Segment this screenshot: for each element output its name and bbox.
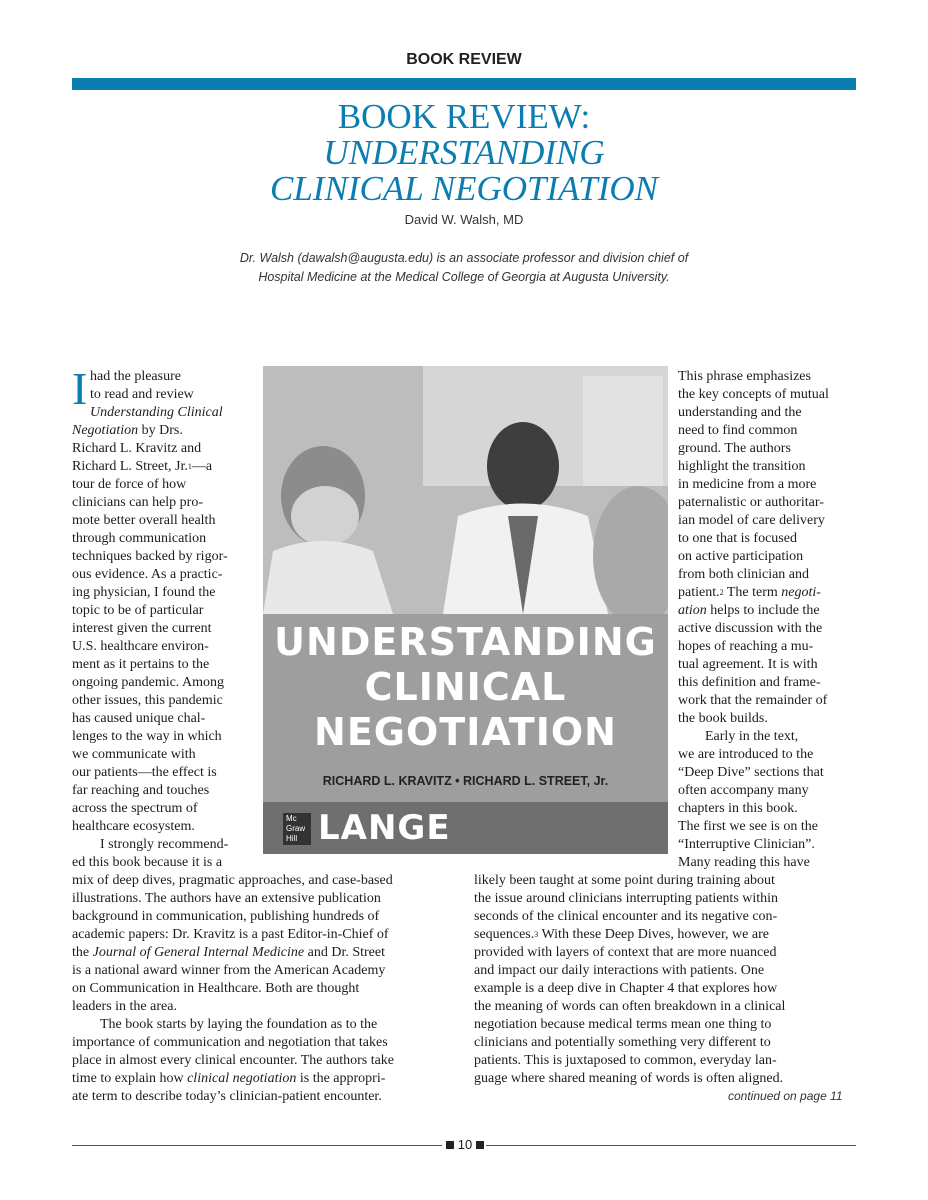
left-line: Negotiation by Drs. bbox=[72, 423, 183, 438]
left-line: techniques backed by rigor- bbox=[72, 549, 228, 564]
left-line: leaders in the area. bbox=[72, 999, 177, 1014]
right-line: understanding and the bbox=[678, 405, 802, 420]
cover-photo bbox=[263, 366, 668, 614]
left-line: across the spectrum of bbox=[72, 801, 198, 816]
right-line: likely been taught at some point during training about bbox=[474, 873, 775, 888]
cover-title-line-2: CLINICAL bbox=[364, 665, 567, 709]
left-line: clinicians can help pro- bbox=[72, 495, 204, 510]
right-line: active discussion with the bbox=[678, 621, 823, 636]
right-line: need to find common bbox=[678, 423, 798, 438]
right-line: sequences.$^3$ With these Deep Dives, however, we are bbox=[474, 927, 769, 942]
right-line: seconds of the clinical encounter and its negative con- bbox=[474, 909, 778, 924]
article-title-line-1: BOOK REVIEW: bbox=[337, 97, 591, 136]
footer-rule-left bbox=[72, 1145, 442, 1146]
right-line: guage where shared meaning of words is often aligned. bbox=[474, 1071, 784, 1086]
right-line: highlight the transition bbox=[678, 459, 806, 474]
right-line: ation helps to include the bbox=[678, 603, 820, 618]
right-line: Many reading this have bbox=[678, 855, 810, 870]
right-line: provided with layers of context that are more nuanced bbox=[474, 945, 777, 960]
left-line: lenges to the way in which bbox=[72, 729, 222, 744]
left-line: has caused unique chal- bbox=[72, 711, 206, 726]
left-line: time to explain how clinical negotiation is the appropri- bbox=[72, 1071, 386, 1086]
author-byline: David W. Walsh, MD bbox=[404, 212, 524, 227]
left-line: U.S. healthcare environ- bbox=[72, 639, 209, 654]
left-line: background in communication, publishing hundreds of bbox=[72, 909, 380, 924]
left-line: academic papers: Dr. Kravitz is a past Editor-in-Chief of bbox=[72, 927, 389, 942]
left-line: topic to be of particular bbox=[72, 603, 204, 618]
right-line: tual agreement. It is with bbox=[678, 657, 818, 672]
right-line: patient.$^2$ The term negoti- bbox=[678, 585, 821, 600]
left-line: The book starts by laying the foundation as to the bbox=[100, 1017, 378, 1032]
right-line: the issue around clinicians interrupting patients within bbox=[474, 891, 779, 906]
right-line: clinicians and potentially something very different to bbox=[474, 1035, 771, 1050]
left-line: I strongly recommend- bbox=[100, 837, 229, 852]
right-line: and impact our daily interactions with patients. One bbox=[474, 963, 765, 978]
left-line: ed this book because it is a bbox=[72, 855, 223, 870]
left-line: Richard L. Street, Jr.$^1$—a bbox=[72, 459, 213, 474]
author-affiliation-line-1: Dr. Walsh (dawalsh@augusta.edu) is an associate professor and division chief of bbox=[239, 251, 689, 265]
left-line: we communicate with bbox=[72, 747, 196, 762]
left-line: mix of deep dives, pragmatic approaches, and case-based bbox=[72, 873, 393, 888]
right-line: The first we see is on the bbox=[678, 819, 818, 834]
left-line: healthcare ecosystem. bbox=[72, 819, 195, 834]
left-line: tour de force of how bbox=[72, 477, 187, 492]
right-line: the meaning of words can often breakdown in a clinical bbox=[474, 999, 786, 1014]
left-line: place in almost every clinical encounter. The authors take bbox=[72, 1053, 395, 1068]
left-line: mote better overall health bbox=[72, 513, 216, 528]
right-line: chapters in this book. bbox=[678, 801, 798, 816]
right-line: we are introduced to the bbox=[678, 747, 814, 762]
right-line: the key concepts of mutual bbox=[678, 387, 829, 402]
cover-authors: RICHARD L. KRAVITZ • RICHARD L. STREET, Jr. bbox=[322, 774, 609, 788]
right-line: on active participation bbox=[678, 549, 804, 564]
right-line: often accompany many bbox=[678, 783, 809, 798]
left-line: had the pleasure bbox=[90, 369, 181, 384]
right-line: Early in the text, bbox=[705, 729, 799, 744]
right-line: ian model of care delivery bbox=[678, 513, 825, 528]
right-line: from both clinician and bbox=[678, 567, 810, 582]
cover-title-line-3: NEGOTIATION bbox=[314, 710, 617, 754]
right-line: example is a deep dive in Chapter 4 that explores how bbox=[474, 981, 778, 996]
right-line: patients. This is juxtaposed to common, everyday lan- bbox=[474, 1053, 777, 1068]
left-line: ous evidence. As a practic- bbox=[72, 567, 223, 582]
left-line: is a national award winner from the American Academy bbox=[72, 963, 386, 978]
footer-rule-right bbox=[486, 1145, 856, 1146]
left-line: importance of communication and negotiation that takes bbox=[72, 1035, 388, 1050]
section-label: BOOK REVIEW bbox=[406, 51, 522, 68]
cover-photo-illustration bbox=[263, 366, 668, 614]
right-line: to one that is focused bbox=[678, 531, 797, 546]
left-line: through communication bbox=[72, 531, 207, 546]
right-line: negotiation because medical terms mean one thing to bbox=[474, 1017, 772, 1032]
left-line: Richard L. Kravitz and bbox=[72, 441, 202, 456]
left-line: ing physician, I found the bbox=[72, 585, 216, 600]
drop-cap: I bbox=[72, 363, 88, 414]
right-line: hopes of reaching a mu- bbox=[678, 639, 814, 654]
right-line: This phrase emphasizes bbox=[678, 369, 811, 384]
book-cover-image bbox=[263, 366, 668, 854]
continued-note[interactable]: continued on page 11 bbox=[728, 1089, 843, 1103]
right-line: in medicine from a more bbox=[678, 477, 817, 492]
left-line: ment as it pertains to the bbox=[72, 657, 210, 672]
right-line: this definition and frame- bbox=[678, 675, 821, 690]
right-line: “Interruptive Clinician”. bbox=[678, 837, 815, 852]
left-line: the Journal of General Internal Medicine and Dr. Street bbox=[72, 945, 385, 960]
footer-square-left bbox=[446, 1141, 454, 1149]
header-rule bbox=[72, 78, 856, 90]
article-title-line-3: CLINICAL NEGOTIATION bbox=[270, 169, 658, 208]
left-line: to read and review bbox=[90, 387, 194, 402]
left-line: other issues, this pandemic bbox=[72, 693, 223, 708]
page-number: 10 bbox=[457, 1137, 473, 1152]
author-affiliation-line-2: Hospital Medicine at the Medical College of Georgia at Augusta University. bbox=[258, 270, 670, 284]
left-line: our patients—the effect is bbox=[72, 765, 217, 780]
right-line: paternalistic or authoritar- bbox=[678, 495, 824, 510]
right-line: ground. The authors bbox=[678, 441, 791, 456]
lange-logo: LANGE bbox=[318, 808, 451, 848]
right-line: the book builds. bbox=[678, 711, 768, 726]
footer-square-right bbox=[476, 1141, 484, 1149]
left-line: ate term to describe today’s clinician-patient encounter. bbox=[72, 1089, 382, 1104]
publisher-logo: Mc Graw Hill bbox=[283, 813, 311, 845]
left-line: Understanding Clinical bbox=[90, 405, 223, 420]
left-line: far reaching and touches bbox=[72, 783, 210, 798]
left-line: on Communication in Healthcare. Both are thought bbox=[72, 981, 360, 996]
left-line: illustrations. The authors have an extensive publication bbox=[72, 891, 381, 906]
left-line: interest given the current bbox=[72, 621, 212, 636]
cover-title-line-1: UNDERSTANDING bbox=[274, 620, 657, 664]
left-line: ongoing pandemic. Among bbox=[72, 675, 225, 690]
right-line: “Deep Dive” sections that bbox=[678, 765, 824, 780]
article-title-line-2: UNDERSTANDING bbox=[323, 133, 605, 172]
right-line: work that the remainder of bbox=[678, 693, 828, 708]
